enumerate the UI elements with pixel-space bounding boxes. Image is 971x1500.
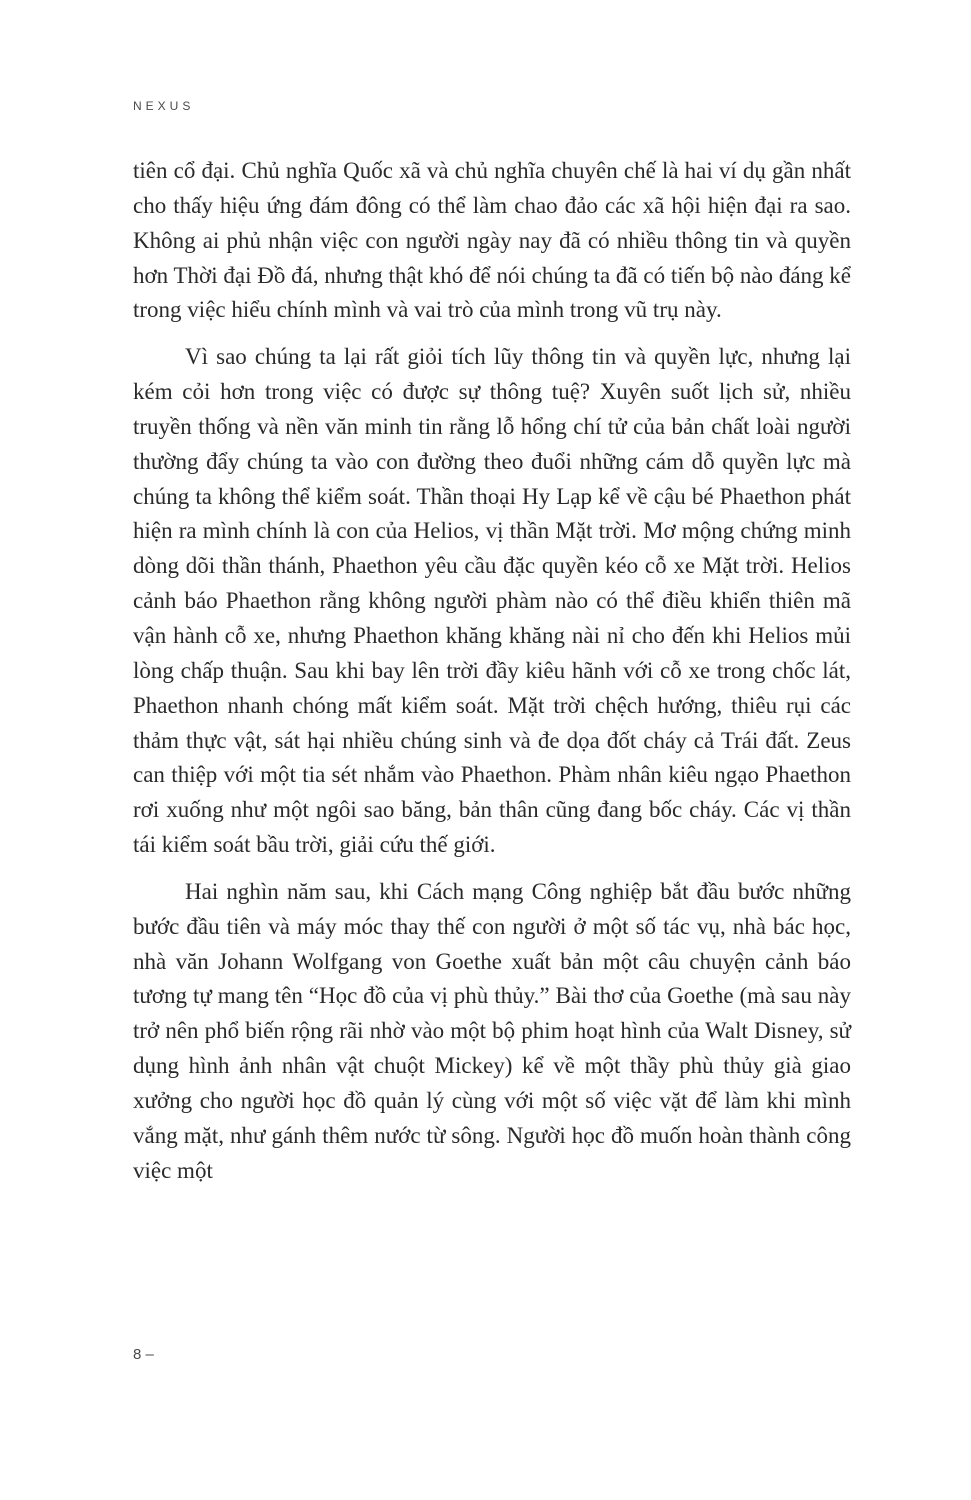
page-number: 8 –	[133, 1346, 154, 1363]
body-text	[133, 154, 851, 1188]
paragraph-2: Vì sao chúng ta lại rất giỏi tích lũy thông tin và quyền lực, nhưng lại kém cỏi hơn trong việc có được sự thông tuệ? Xuyên suốt lịch sử, nhiều truyền thống và nền văn minh tin rằng lỗ hổng chí tử của bản chất loài người thường đẩy chúng ta vào con đường theo đuổi những cám dỗ quyền lực mà chúng ta không thể kiểm soát. Thần thoại Hy Lạp kể về cậu bé Phaethon phát hiện ra mình chính là con của Helios, vị thần Mặt trời. Mơ mộng chứng minh dòng dõi thần thánh, Phaethon yêu cầu đặc quyền kéo cỗ xe Mặt trời. Helios cảnh báo Phaethon rằng không người phàm nào có thể điều khiển thiên mã vận hành cỗ xe, nhưng Phaethon khăng khăng nài nỉ cho đến khi Helios mủi lòng chấp thuận. Sau khi bay lên trời đầy kiêu hãnh với cỗ xe trong chốc lát, Phaethon nhanh chóng mất kiểm soát. Mặt trời chệch hướng, thiêu rụi các thảm thực vật, sát hại nhiều chúng sinh và đe dọa đốt cháy cả Trái đất. Zeus can thiệp với một tia sét nhắm vào Phaethon. Phàm nhân kiêu ngạo Phaethon rơi xuống như một ngôi sao băng, bản thân cũng đang bốc cháy. Các vị thần tái kiểm soát bầu trời, giải cứu thế giới.	[133, 344, 851, 858]
paragraph-3: Hai nghìn năm sau, khi Cách mạng Công nghiệp bắt đầu bước những bước đầu tiên và máy móc thay thế con người ở một số tác vụ, nhà bác học, nhà văn Johann Wolfgang von Goethe xuất bản một câu chuyện cảnh báo tương tự mang tên “Học đồ của vị phù thủy.” Bài thơ của Goethe (mà sau này trở nên phổ biến rộng rãi nhờ vào một bộ phim hoạt hình của Walt Disney, sử dụng hình ảnh nhân vật chuột Mickey) kể về một thầy phù thủy già giao xưởng cho người học đồ quản lý cùng với một số việc vặt để làm khi mình vắng mặt, như gánh thêm nước từ sông. Người học đồ muốn hoàn thành công việc một	[133, 878, 851, 1183]
running-head: NEXUS	[133, 99, 195, 113]
paragraph-1: tiên cổ đại. Chủ nghĩa Quốc xã và chủ nghĩa chuyên chế là hai ví dụ gần nhất cho thấy hiệu ứng đám đông có thể làm chao đảo các xã hội hiện đại ra sao. Không ai phủ nhận việc con người ngày nay đã có nhiều thông tin và quyền hơn Thời đại Đồ đá, nhưng thật khó để nói chúng ta đã có tiến bộ nào đáng kể trong việc hiểu chính mình và vai trò của mình trong vũ trụ này.	[133, 158, 851, 323]
